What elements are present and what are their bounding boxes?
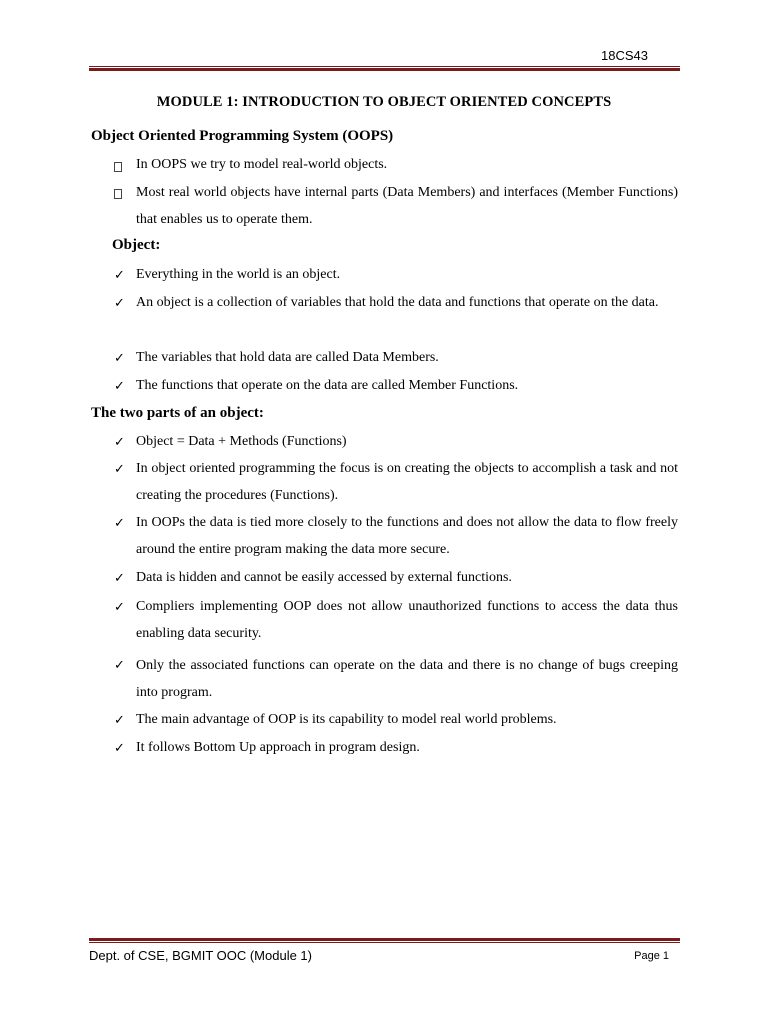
object-item: Everything in the world is an object. <box>136 267 341 282</box>
check-icon: ✓ <box>114 267 125 282</box>
check-icon: ✓ <box>114 378 125 393</box>
check-icon: ✓ <box>114 295 125 310</box>
parts-item: Object = Data + Methods (Functions) <box>136 434 347 449</box>
parts-item: Compliers implementing OOP does not allow unauthorized functions to access the data thus enabling data security. <box>136 599 678 641</box>
check-icon: ✓ <box>114 599 125 614</box>
oops-heading: Object Oriented Programming System (OOPS) <box>91 128 394 144</box>
page-number: Page 1 <box>634 950 669 962</box>
check-icon: ✓ <box>114 570 125 585</box>
object-item: An object is a collection of variables that hold the data and functions that operate on the data. <box>136 295 659 310</box>
check-icon: ✓ <box>114 461 125 476</box>
object-item: The variables that hold data are called Data Members. <box>136 350 439 365</box>
check-icon: ✓ <box>114 434 125 449</box>
header-rule <box>89 66 680 71</box>
object-heading: Object: <box>112 237 161 253</box>
check-icon: ✓ <box>114 712 125 727</box>
page-title: MODULE 1: INTRODUCTION TO OBJECT ORIENTED CONCEPTS <box>156 94 612 110</box>
parts-item: It follows Bottom Up approach in program design. <box>136 740 420 755</box>
parts-item: In OOPs the data is tied more closely to the functions and does not allow the data to flow freely around the entire program making the data more secure. <box>136 515 678 557</box>
footer-department: Dept. of CSE, BGMIT OOC (Module 1) <box>89 948 312 963</box>
parts-item: Data is hidden and cannot be easily accessed by external functions. <box>136 570 512 585</box>
oops-item: In OOPS we try to model real-world objects. <box>136 157 388 172</box>
check-icon: ✓ <box>114 350 125 365</box>
parts-item: The main advantage of OOP is its capability to model real world problems. <box>136 712 557 727</box>
square-bullet-icon <box>114 187 126 202</box>
check-icon: ✓ <box>114 657 125 672</box>
check-icon: ✓ <box>114 740 125 755</box>
footer-rule <box>89 938 680 943</box>
square-bullet-icon <box>114 160 126 175</box>
object-item: The functions that operate on the data are called Member Functions. <box>136 378 519 393</box>
parts-item: In object oriented programming the focus is on creating the objects to accomplish a task and not creating the procedures (Functions). <box>136 461 678 503</box>
check-icon: ✓ <box>114 515 125 530</box>
oops-item: Most real world objects have internal parts (Data Members) and interfaces (Member Functions) that enables us to operate them. <box>136 185 678 227</box>
parts-heading: The two parts of an object: <box>91 405 264 421</box>
parts-item: Only the associated functions can operate on the data and there is no change of bugs creeping into program. <box>136 658 678 700</box>
document-code: 18CS43 <box>601 48 648 63</box>
